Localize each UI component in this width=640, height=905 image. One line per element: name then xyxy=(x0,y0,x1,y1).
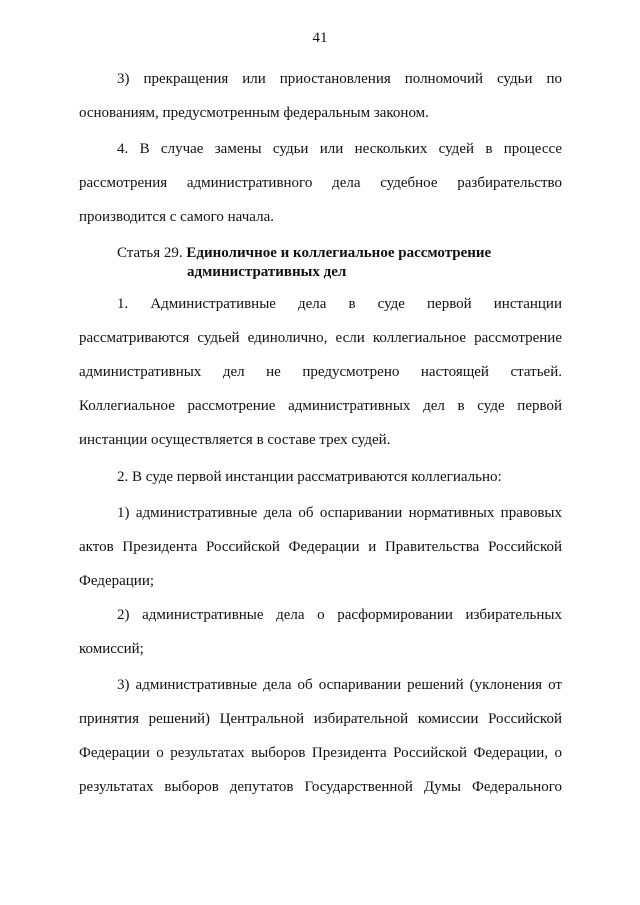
paragraph-line: комиссий; xyxy=(79,641,144,657)
paragraph-line: рассматриваются судьей единолично, если коллегиальное рассмотрение xyxy=(79,330,562,346)
paragraph-point-2-collegial xyxy=(79,460,562,494)
paragraph-subitem-2-dissolution xyxy=(79,598,562,666)
paragraph-line: 2) административные дела о расформировании избирательных xyxy=(117,607,562,623)
paragraph-line: результатах выборов депутатов Государственной Думы Федерального xyxy=(79,779,562,795)
paragraph-subitem-1-normative-acts xyxy=(79,496,562,598)
paragraph-subitem-3-election-decisions xyxy=(79,668,562,804)
paragraph-item-3-termination xyxy=(79,62,562,130)
page-number: 41 xyxy=(312,30,328,46)
paragraph-line: Коллегиальное рассмотрение административных дел в суде первой xyxy=(79,398,562,414)
paragraph-line: 3) административные дела об оспаривании решений (уклонения от xyxy=(117,677,562,693)
paragraph-line: производится с самого начала. xyxy=(79,209,274,225)
paragraph-line: административных дел не предусмотрено настоящей статьей. xyxy=(79,364,562,380)
article-title-line-1: Единоличное и коллегиальное рассмотрение xyxy=(186,245,492,261)
paragraph-line: актов Президента Российской Федерации и Правительства Российской xyxy=(79,539,562,555)
paragraph-point-4-replacement xyxy=(79,132,562,234)
paragraph-line: 4. В случае замены судьи или нескольких судей в процессе xyxy=(117,141,562,157)
article-title-line-2: административных дел xyxy=(187,264,347,280)
paragraph-line: Федерации о результатах выборов Президента Российской Федерации, о xyxy=(79,745,562,761)
paragraph-line: 3) прекращения или приостановления полномочий судьи по xyxy=(117,71,562,87)
paragraph-line: инстанции осуществляется в составе трех судей. xyxy=(79,432,391,448)
paragraph-line: Федерации; xyxy=(79,573,155,589)
paragraph-line: принятия решений) Центральной избирательной комиссии Российской xyxy=(79,711,562,727)
paragraph-line: 1) административные дела об оспаривании нормативных правовых xyxy=(117,505,562,521)
paragraph-line: 2. В суде первой инстанции рассматриваются коллегиально: xyxy=(117,469,502,485)
article-heading xyxy=(117,244,491,282)
paragraph-line: основаниям, предусмотренным федеральным законом. xyxy=(79,105,429,121)
paragraph-line: рассмотрения административного дела судебное разбирательство xyxy=(79,175,562,191)
paragraph-line: 1. Административные дела в суде первой инстанции xyxy=(117,296,562,312)
paragraph-point-1-sole-judge xyxy=(79,287,562,457)
article-number: Статья 29. xyxy=(117,245,183,261)
